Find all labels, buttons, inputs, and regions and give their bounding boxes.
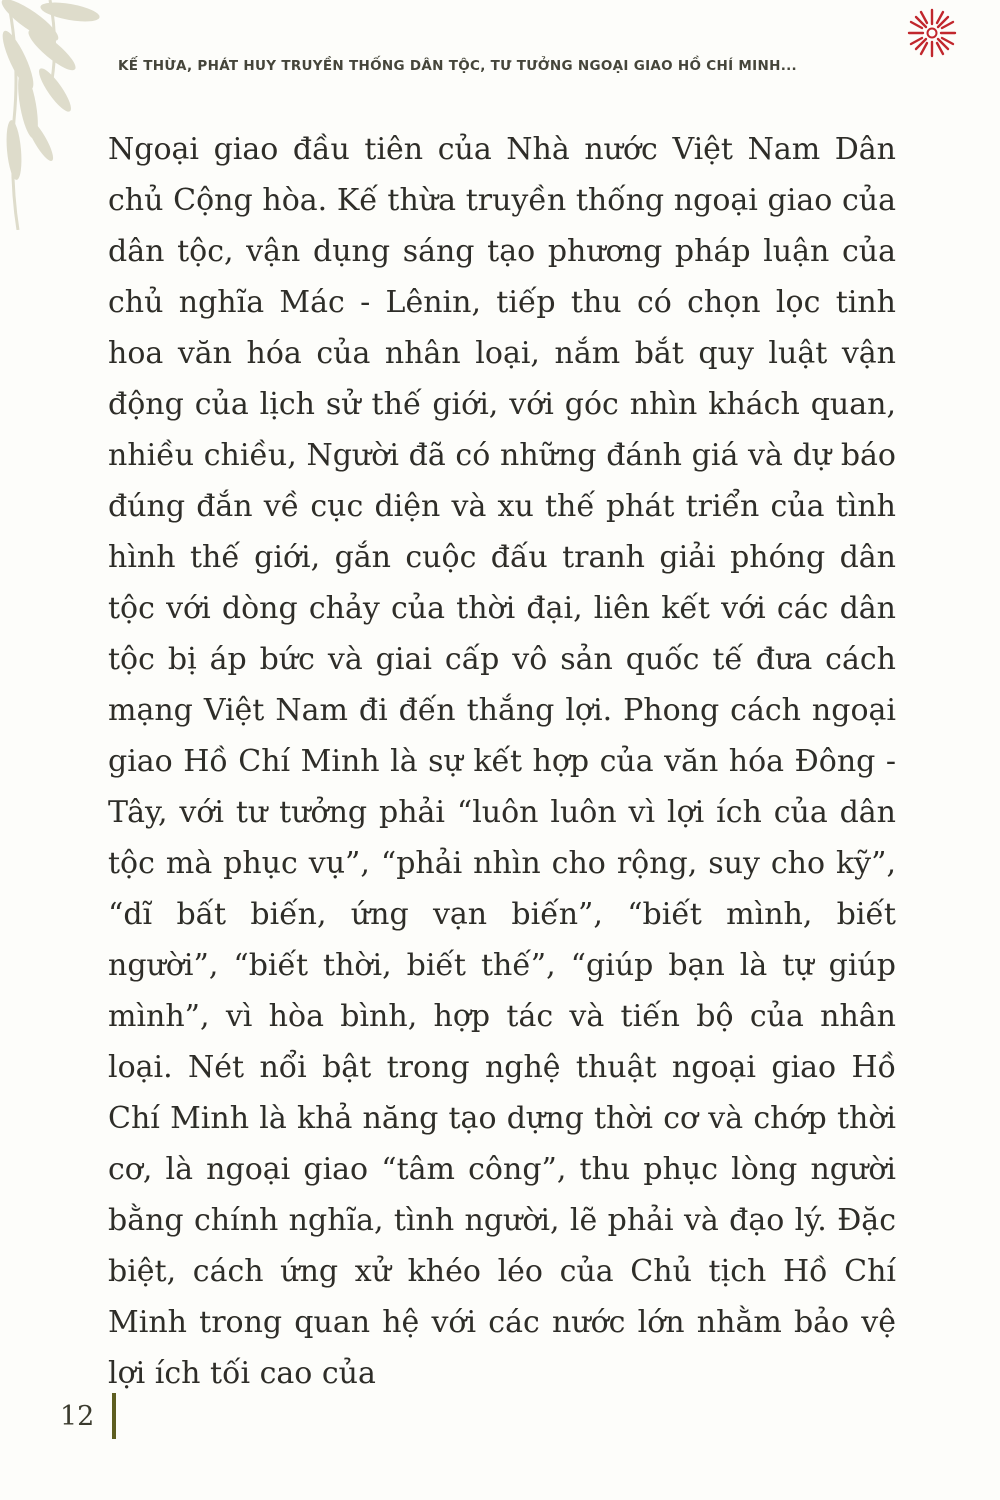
- footer-divider-bar: [112, 1393, 116, 1439]
- running-header: KẾ THỪA, PHÁT HUY TRUYỀN THỐNG DÂN TỘC, TƯ TƯỞNG NGOẠI GIAO HỒ CHÍ MINH...: [118, 58, 797, 74]
- body-paragraph: Ngoại giao đầu tiên của Nhà nước Việt Nam Dân chủ Cộng hòa. Kế thừa truyền thống ngoại giao của dân tộc, vận dụng sáng tạo phương pháp luận của chủ nghĩa Mác - Lênin, tiếp thu có chọn lọc tinh hoa văn hóa của nhân loại, nắm bắt quy luật vận động của lịch sử thế giới, với góc nhìn khách quan, nhiều chiều, Người đã có những đánh giá và dự báo đúng đắn về cục diện và xu thế phát triển của tình hình thế giới, gắn cuộc đấu tranh giải phóng dân tộc với dòng chảy của thời đại, liên kết với các dân tộc bị áp bức và giai cấp vô sản quốc tế đưa cách mạng Việt Nam đi đến thắng lợi. Phong cách ngoại giao Hồ Chí Minh là sự kết hợp của văn hóa Đông - Tây, với tư tưởng phải “luôn luôn vì lợi ích của dân tộc mà phục vụ”, “phải nhìn cho rộng, suy cho kỹ”, “dĩ bất biến, ứng vạn biến”, “biết mình, biết người”, “biết thời, biết thế”, “giúp bạn là tự giúp mình”, vì hòa bình, hợp tác và tiến bộ của nhân loại. Nét nổi bật trong nghệ thuật ngoại giao Hồ Chí Minh là khả năng tạo dựng thời cơ và chớp thời cơ, là ngoại giao “tâm công”, thu phục lòng người bằng chính nghĩa, tình người, lẽ phải và đạo lý. Đặc biệt, cách ứng xử khéo léo của Chủ tịch Hồ Chí Minh trong quan hệ với các nước lớn nhằm bảo vệ lợi ích tối cao của: [108, 132, 896, 1391]
- page-number: 12: [60, 1400, 95, 1432]
- star-burst-icon: [903, 4, 961, 62]
- page-footer: [60, 1392, 116, 1440]
